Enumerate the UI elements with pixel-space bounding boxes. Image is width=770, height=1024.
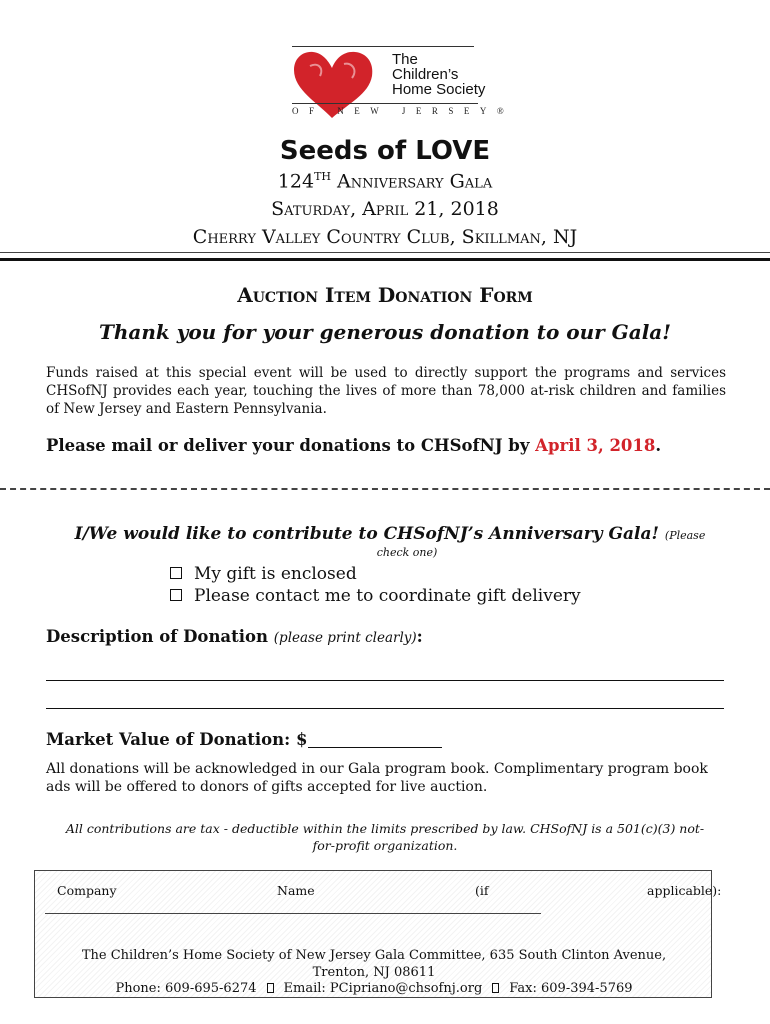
logo-top-rule	[292, 46, 474, 47]
option-gift-enclosed[interactable]	[170, 564, 357, 584]
market-value-text: Market Value of Donation: $	[46, 730, 308, 749]
anniversary-ordinal: TH	[314, 170, 331, 183]
logo-line-childrens: Children’s	[392, 66, 459, 83]
checkbox-contact-me[interactable]	[170, 589, 182, 601]
funds-paragraph: Funds raised at this special event will be used to directly support the programs and services CHSofNJ provides each year, touching the lives of more than 78,000 at-risk children and families of New Jersey and Eastern Pennsylvania.	[46, 365, 726, 417]
thank-you-heading: Thank you for your generous donation to our Gala!	[98, 320, 672, 344]
checkbox-gift-enclosed[interactable]	[170, 567, 182, 579]
mail-period: .	[655, 436, 662, 455]
address-line-1: The Children’s Home Society of New Jersey Gala Committee, 635 South Clinton Avenue,	[81, 948, 667, 963]
option-gift-enclosed-label: My gift is enclosed	[194, 564, 357, 584]
separator-icon	[492, 983, 499, 993]
event-title: Seeds of LOVE	[279, 136, 491, 166]
acknowledgement-paragraph: All donations will be acknowledged in our Gala program book. Complimentary program book ads will be offered to donors of gifts accepted for live auction.	[46, 761, 708, 795]
header-divider-thin	[0, 252, 770, 253]
header-divider-thick	[0, 258, 770, 261]
contribution-text: I/We would like to contribute to CHSofNJ’s Anniversary Gala!	[74, 524, 659, 544]
description-colon: :	[416, 627, 423, 646]
event-date: Saturday, April 21, 2018	[271, 198, 499, 220]
description-label-text: Description of Donation	[46, 627, 269, 646]
cut-line-divider	[0, 488, 770, 490]
separator-icon	[267, 983, 274, 993]
option-contact-me-label: Please contact me to coordinate gift delivery	[194, 586, 581, 606]
mail-text: Please mail or deliver your donations to CHSofNJ by	[46, 436, 536, 455]
anniversary-text: Anniversary Gala	[331, 170, 493, 193]
mail-deadline: April 3, 2018	[535, 436, 656, 455]
contact-line	[35, 981, 713, 996]
address-line-2: Trenton, NJ 08611	[312, 965, 436, 980]
description-line-1[interactable]	[46, 680, 724, 681]
market-value-label	[46, 730, 442, 749]
contribution-heading	[40, 524, 740, 546]
company-name-field-line[interactable]	[45, 913, 541, 914]
logo-middle-rule	[292, 103, 478, 104]
logo-text	[392, 52, 485, 97]
organization-logo	[288, 44, 515, 120]
if-label: (if	[475, 883, 489, 898]
company-label: Company	[57, 883, 117, 898]
description-line-2[interactable]	[46, 708, 724, 709]
logo-line-the: The	[392, 51, 418, 68]
donor-info-box	[34, 870, 722, 998]
anniversary-number: 124	[277, 170, 315, 193]
logo-line-home-society: Home Society	[392, 81, 486, 98]
description-label	[46, 627, 423, 646]
market-value-field[interactable]	[308, 730, 442, 748]
form-title: Auction Item Donation Form	[237, 283, 533, 307]
committee-address	[35, 947, 713, 981]
event-venue: Cherry Valley Country Club, Skillman, NJ	[192, 226, 578, 248]
contribution-note-end: check one)	[376, 546, 438, 559]
phone-text: Phone: 609-695-6274	[115, 981, 257, 996]
applicable-label: applicable):	[647, 883, 722, 898]
fax-text: Fax: 609-394-5769	[509, 981, 633, 996]
mail-instructions	[46, 436, 661, 455]
email-text: Email: PCipriano@chsofnj.org	[283, 981, 483, 996]
description-hint: (please print clearly)	[273, 630, 417, 646]
name-label: Name	[277, 883, 315, 898]
anniversary-line	[0, 170, 770, 192]
tax-deductible-note: All contributions are tax - deductible within the limits prescribed by law. CHSofNJ is a 501(c)(3) not-for-profit organization.	[65, 821, 705, 853]
contribution-note-start: (Please	[664, 529, 706, 542]
option-contact-me[interactable]	[170, 586, 581, 606]
logo-state-text: OF NEW JERSEY®	[292, 106, 515, 116]
